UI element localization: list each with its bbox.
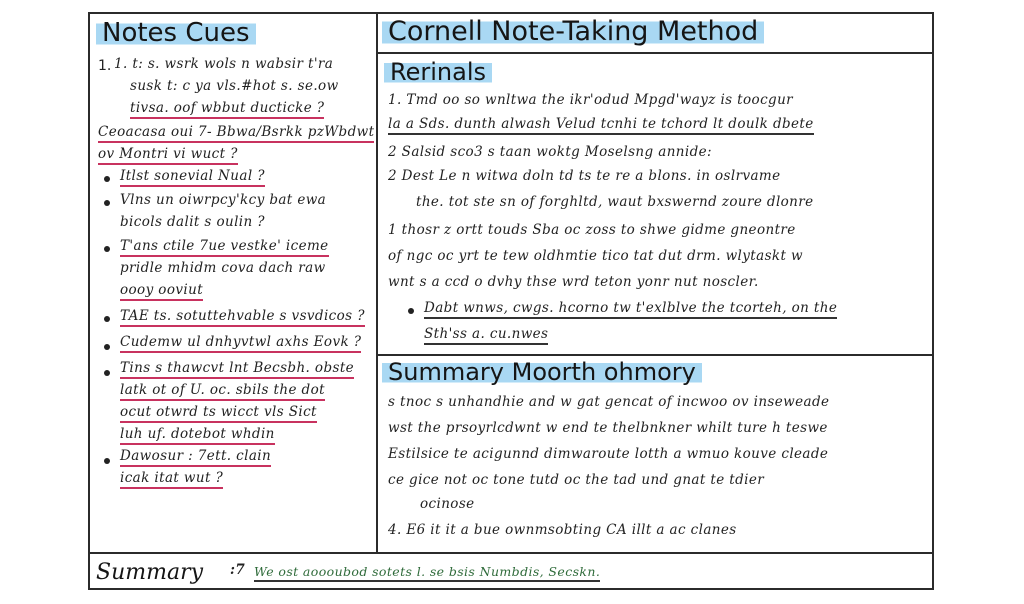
bullet	[104, 458, 110, 464]
note-line: 2 Dest Le n witwa doln td ts te re a blons. in oslrvame	[388, 168, 781, 184]
page-title: Cornell Note-Taking Method	[382, 16, 764, 47]
note-line: the. tot ste sn of forghltd, waut bxswernd zoure dlonre	[416, 194, 814, 210]
notes-heading: Rerinals	[384, 58, 492, 86]
bottom-summary-text: We ost aoooubod sotets l. se bsis Numbdis, Secskn.	[254, 564, 600, 579]
cue-line: Cudemw ul dnhyvtwl axhs Eovk ?	[120, 334, 361, 350]
cue-line: Vlns un oiwrpcy'kcy bat ewa	[120, 192, 327, 208]
cue-line: bicols dalit s oulin ?	[120, 214, 265, 230]
bottom-summary-label: Summary	[96, 560, 204, 585]
title-divider	[378, 52, 932, 54]
cornell-notes-page	[88, 12, 934, 590]
cue-line: 1. t: s. wsrk wols n wabsir t'ra	[114, 56, 334, 72]
bullet	[104, 246, 110, 252]
cue-line: Tins s thawcvt lnt Becsbh. obste	[120, 360, 354, 376]
cue-line: oooy ooviut	[120, 282, 203, 298]
cue-line: Itlst sonevial Nual ?	[120, 168, 265, 184]
cue-line: ov Montri vi wuct ?	[98, 146, 238, 162]
column-divider	[376, 14, 378, 552]
cue-line: Dawosur : 7ett. clain	[120, 448, 271, 464]
summary-line: ocinose	[420, 496, 475, 512]
summary-line: ce gice not oc tone tutd oc the tad und gnat te tdier	[388, 472, 765, 488]
cue-line: T'ans ctile 7ue vestke' iceme	[120, 238, 329, 254]
cue-line: susk t: c ya vls.#hot s. se.ow	[130, 78, 339, 94]
cue-line: pridle mhidm cova dach raw	[120, 260, 326, 276]
bullet	[104, 200, 110, 206]
bullet	[104, 176, 110, 182]
summary-panel-heading: Summary Moorth ohmory	[382, 358, 702, 386]
cue-line: icak itat wut ?	[120, 470, 223, 486]
note-line: wnt s a ccd o dvhy thse wrd teton yonr nut noscler.	[388, 274, 759, 290]
summary-line: Estilsice te acigunnd dimwaroute lotth a wmuo kouve cleade	[388, 446, 829, 462]
summary-section-divider	[378, 354, 932, 356]
cues-heading: Notes Cues	[96, 18, 256, 48]
note-line: Dabt wnws, cwgs. hcorno tw t'exlblve the tcorteh, on the	[424, 300, 837, 316]
note-line: la a Sds. dunth alwash Velud tcnhi te tchord lt doulk dbete	[388, 116, 814, 132]
note-line: Sth'ss a. cu.nwes	[424, 326, 548, 342]
note-line: of ngc oc yrt te tew oldhmtie tico tat dut drm. wlytaskt w	[388, 248, 803, 264]
bottom-summary-mark: :7	[230, 562, 246, 578]
note-line: 1 thosr z ortt touds Sba oc zoss to shwe gidme gneontre	[388, 222, 796, 238]
cue-line: luh uf. dotebot whdin	[120, 426, 275, 442]
note-line: 2 Salsid sco3 s taan woktg Moselsng annide:	[388, 144, 712, 160]
cue-line: TAE ts. sotuttehvable s vsvdicos ?	[120, 308, 365, 324]
summary-line: wst the prsoyrlcdwnt w end te thelbnkner whilt ture h teswe	[388, 420, 828, 436]
cue-line: tivsa. oof wbbut ducticke ?	[130, 100, 324, 116]
summary-line: s tnoc s unhandhie and w gat gencat of incwoo ov inseweade	[388, 394, 830, 410]
cue-line: latk ot of U. oc. sbils the dot	[120, 382, 325, 398]
cue-number: 1.	[98, 58, 112, 74]
summary-line: 4. E6 it it a bue ownmsobting CA illt a ac clanes	[388, 522, 737, 538]
bullet	[104, 344, 110, 350]
bullet	[104, 370, 110, 376]
bullet	[104, 316, 110, 322]
cue-line: Ceoacasa oui 7- Bbwa/Bsrkk pzWbdwt	[98, 124, 374, 140]
bottom-summary-divider	[90, 552, 932, 554]
bullet	[408, 308, 414, 314]
note-line: 1. Tmd oo so wnltwa the ikr'odud Mpgd'wayz is toocgur	[388, 92, 794, 108]
cue-line: ocut otwrd ts wicct vls Sict	[120, 404, 317, 420]
